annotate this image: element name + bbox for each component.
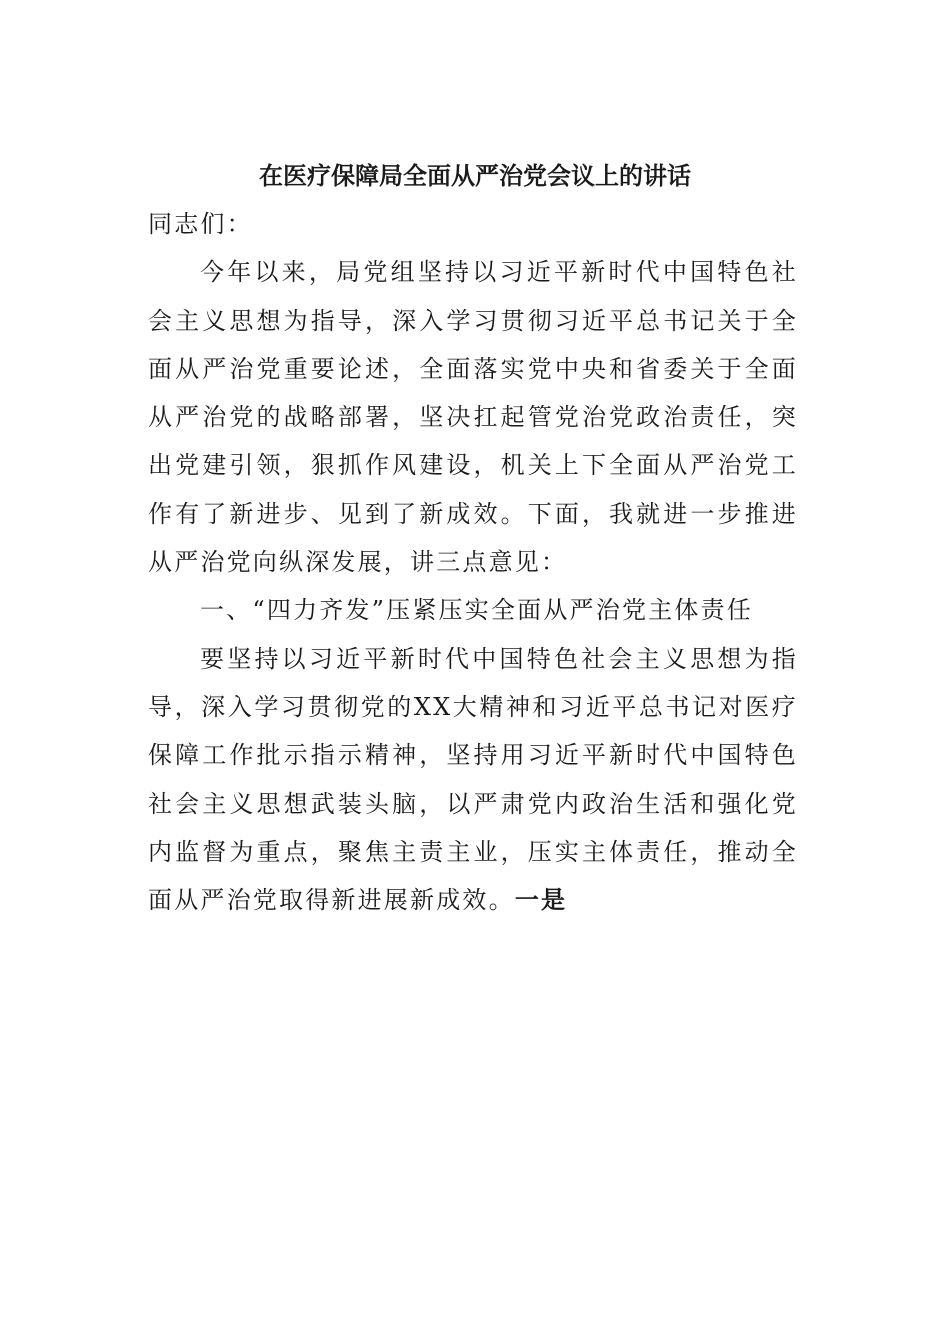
paragraph-intro: 今年以来，局党组坚持以习近平新时代中国特色社会主义思想为指导，深入学习贯彻习近平总书记关于全面从严治党重要论述，全面落实党中央和省委关于全面从严治党的战略部署，坚决扛起管党治党政治责任，突出党建引领，狠抓作风建设，机关上下全面从严治党工作有了新进步、见到了新成效。下面，我就进一步推进从严治党向纵深发展，讲三点意见： [148, 258, 798, 577]
section-heading-1: 一、“四力齐发”压紧压实全面从严治党主体责任 [200, 596, 753, 625]
paragraph-section-1-bold-tail: 一是 [514, 885, 568, 915]
document-title: 在医疗保障局全面从严治党会议上的讲话 [259, 162, 691, 190]
document-body [148, 200, 798, 924]
paragraph-section-1 [148, 635, 798, 925]
paragraph-section-1-text: 要坚持以习近平新时代中国特色社会主义思想为指导，深入学习贯彻党的XX大精神和习近平总书记对医疗保障工作批示指示精神，坚持用习近平新时代中国特色社会主义思想武装头脑，以严肃党内政治生活和强化党内监督为重点，聚焦主责主业，压实主体责任，推动全面从严治党取得新进展新成效。 [148, 644, 798, 915]
salutation: 同志们： [148, 210, 253, 238]
